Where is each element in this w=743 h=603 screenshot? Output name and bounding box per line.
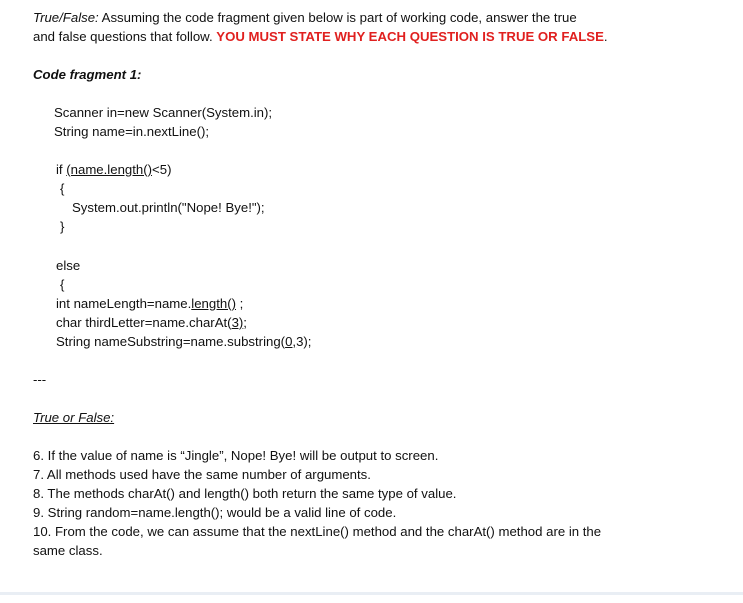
- code-substring-pre: String nameSubstring=name.substring(: [56, 334, 286, 349]
- code-line-namelength: [56, 295, 243, 313]
- question-6: 6. If the value of name is “Jingle”, Nope! Bye! will be output to screen.: [33, 448, 439, 463]
- code-line-close-brace-1: }: [60, 219, 65, 234]
- code-namelength-call: length(): [191, 296, 236, 311]
- intro-line-1: [33, 9, 577, 27]
- intro-label: True/False:: [33, 10, 99, 25]
- true-false-heading: True or False:: [33, 410, 115, 425]
- code-substring-arg: 0,: [285, 334, 297, 349]
- code-namelength-pre: int nameLength=name.: [56, 296, 192, 311]
- code-thirdletter-pre: char thirdLetter=name.charAt(: [56, 315, 232, 330]
- code-line-else: else: [56, 258, 81, 273]
- code-namelength-post: ;: [236, 296, 244, 311]
- question-8: 8. The methods charAt() and length() both return the same type of value.: [33, 486, 457, 501]
- question-10: 10. From the code, we can assume that the nextLine() method and the charAt() method are in the: [33, 524, 602, 539]
- code-thirdletter-post: ;: [243, 315, 247, 330]
- separator: ---: [33, 372, 47, 387]
- intro-emphasis: YOU MUST STATE WHY EACH QUESTION IS TRUE OR FALSE: [216, 29, 604, 44]
- question-10-continued: same class.: [33, 543, 103, 558]
- code-line-thirdletter: [56, 314, 247, 332]
- question-9: 9. String random=name.length(); would be a valid line of code.: [33, 505, 397, 520]
- code-line-open-brace-2: {: [60, 277, 65, 292]
- fragment-heading: Code fragment 1:: [33, 67, 142, 82]
- intro-text-a: Assuming the code fragment given below is part of working code, answer the true: [98, 10, 577, 25]
- code-line-1: Scanner in=new Scanner(System.in);: [54, 105, 273, 120]
- code-if-keyword: if: [56, 162, 67, 177]
- code-line-println: System.out.println("Nope! Bye!");: [72, 200, 265, 215]
- page-bottom-edge: [0, 592, 743, 595]
- code-line-2: String name=in.nextLine();: [54, 124, 210, 139]
- code-if-condition: (name.length(): [66, 162, 153, 177]
- code-if-rest: <5): [152, 162, 172, 177]
- intro-line-2: [33, 28, 608, 46]
- code-line-open-brace-1: {: [60, 181, 65, 196]
- code-thirdletter-arg: 3): [231, 315, 244, 330]
- code-line-if: [56, 161, 171, 179]
- code-substring-post: 3);: [296, 334, 312, 349]
- code-line-substring: [56, 333, 311, 351]
- intro-text-b: and false questions that follow.: [33, 29, 217, 44]
- question-7: 7. All methods used have the same number of arguments.: [33, 467, 371, 482]
- intro-period: .: [603, 29, 608, 44]
